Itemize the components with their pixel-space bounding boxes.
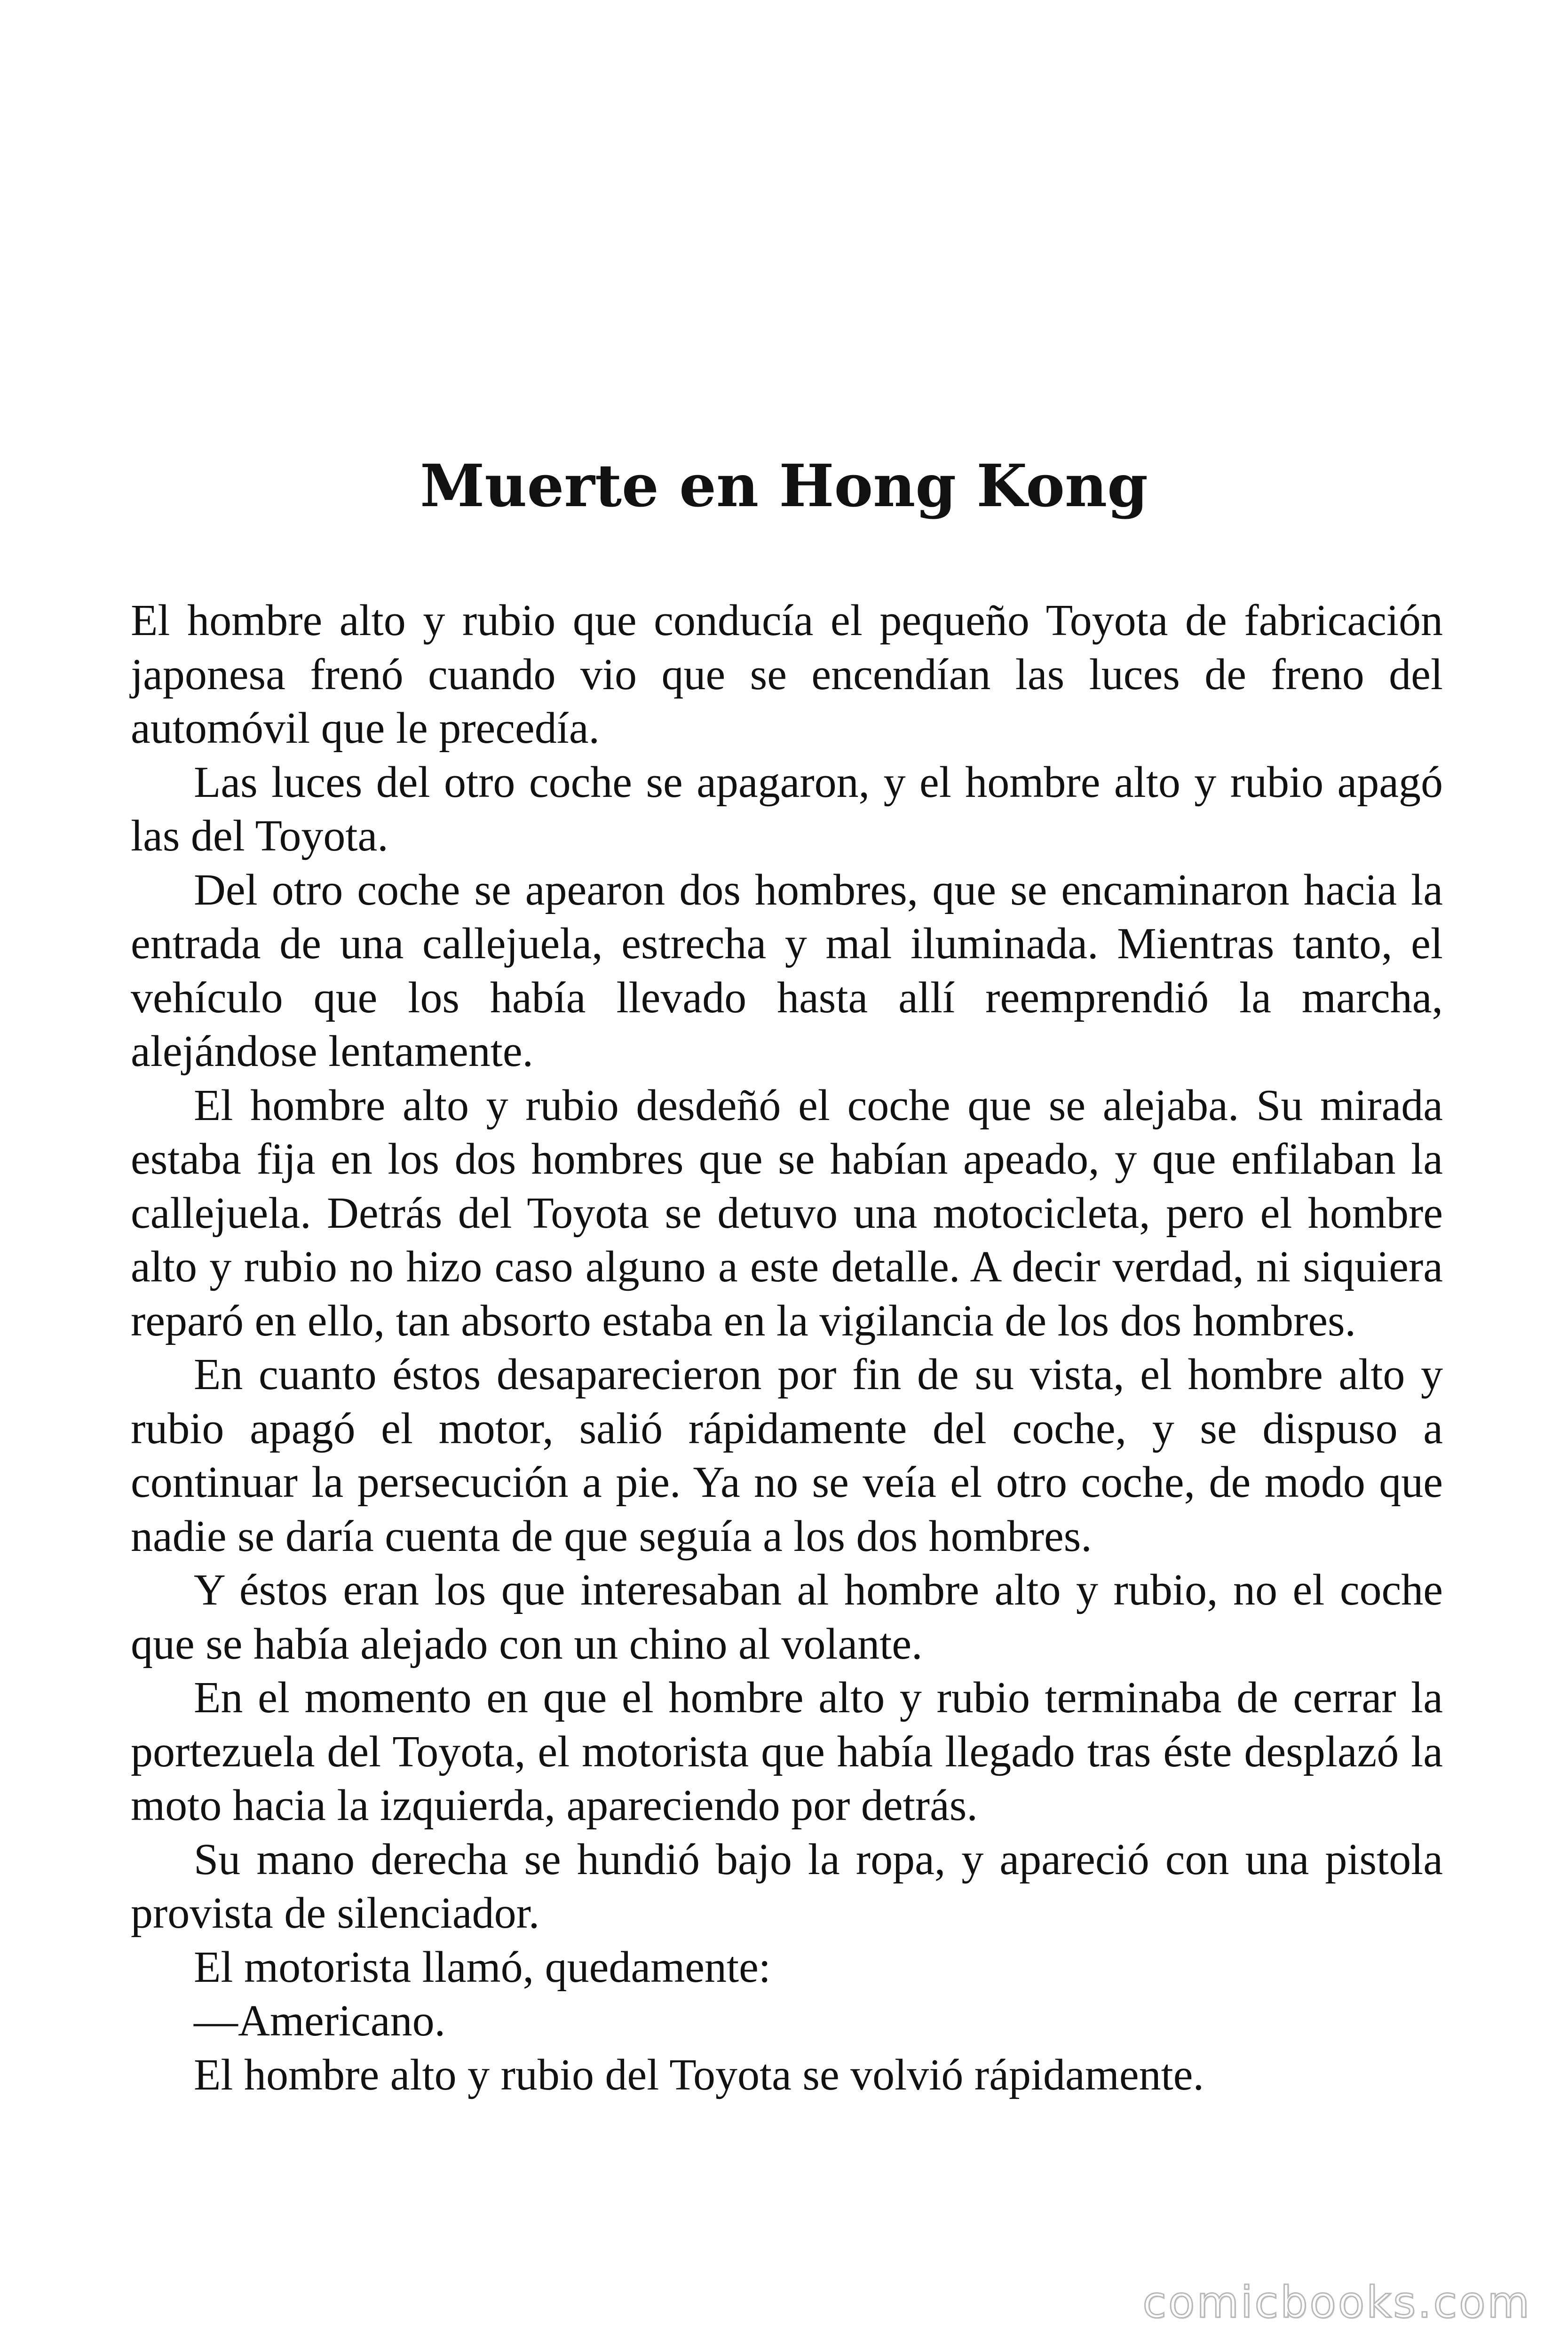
paragraph-6: Y éstos eran los que interesaban al hombre alto y rubio, no el coche que se había alejado con un chino al volante. [131,1565,1443,1669]
paragraph-1: El hombre alto y rubio que conducía el pequeño Toyota de fabricación japonesa frenó cuando vio que se encendían las luces de freno del automóvil que le precedía. [131,596,1443,753]
paragraph-10: —Americano. [194,1996,446,2045]
paragraph-4: El hombre alto y rubio desdeñó el coche que se alejaba. Su mirada estaba fija en los dos hombres que se habían apeado, y que enfilaban la callejuela. Detrás del Toyota se detuvo una motocicleta, pero el hombre alto y rubio no hizo caso alguno a este detalle. A decir verdad, ni siquiera reparó en ello, tan absorto estaba en la vigilancia de los dos hombres. [131,1081,1443,1345]
chapter-title: Muerte en Hong Kong [420,452,1148,520]
paragraph-8: Su mano derecha se hundió bajo la ropa, y apareció con una pistola provista de silenciador. [131,1835,1443,1938]
paragraph-11: El hombre alto y rubio del Toyota se volvió rápidamente. [194,2050,1204,2099]
paragraph-2: Las luces del otro coche se apagaron, y el hombre alto y rubio apagó las del Toyota. [131,757,1443,860]
chapter-body [131,594,1443,2102]
paragraph-3: Del otro coche se apearon dos hombres, que se encaminaron hacia la entrada de una callejuela, estrecha y mal iluminada. Mientras tanto, el vehículo que los había llevado hasta allí reemprendió la marcha, alejándose lentamente. [131,865,1443,1076]
paragraph-5: En cuanto éstos desaparecieron por fin de su vista, el hombre alto y rubio apagó el motor, salió rápidamente del coche, y se dispuso a continuar la persecución a pie. Ya no se veía el otro coche, de modo que nadie se daría cuenta de que seguía a los dos hombres. [131,1350,1443,1561]
paragraph-7: En el momento en que el hombre alto y rubio terminaba de cerrar la portezuela del Toyota, el motorista que había llegado tras éste desplazó la moto hacia la izquierda, apareciendo por detrás. [131,1673,1443,1830]
paragraph-9: El motorista llamó, quedamente: [194,1942,771,1992]
watermark: comicbooks.com [1142,2277,1531,2328]
